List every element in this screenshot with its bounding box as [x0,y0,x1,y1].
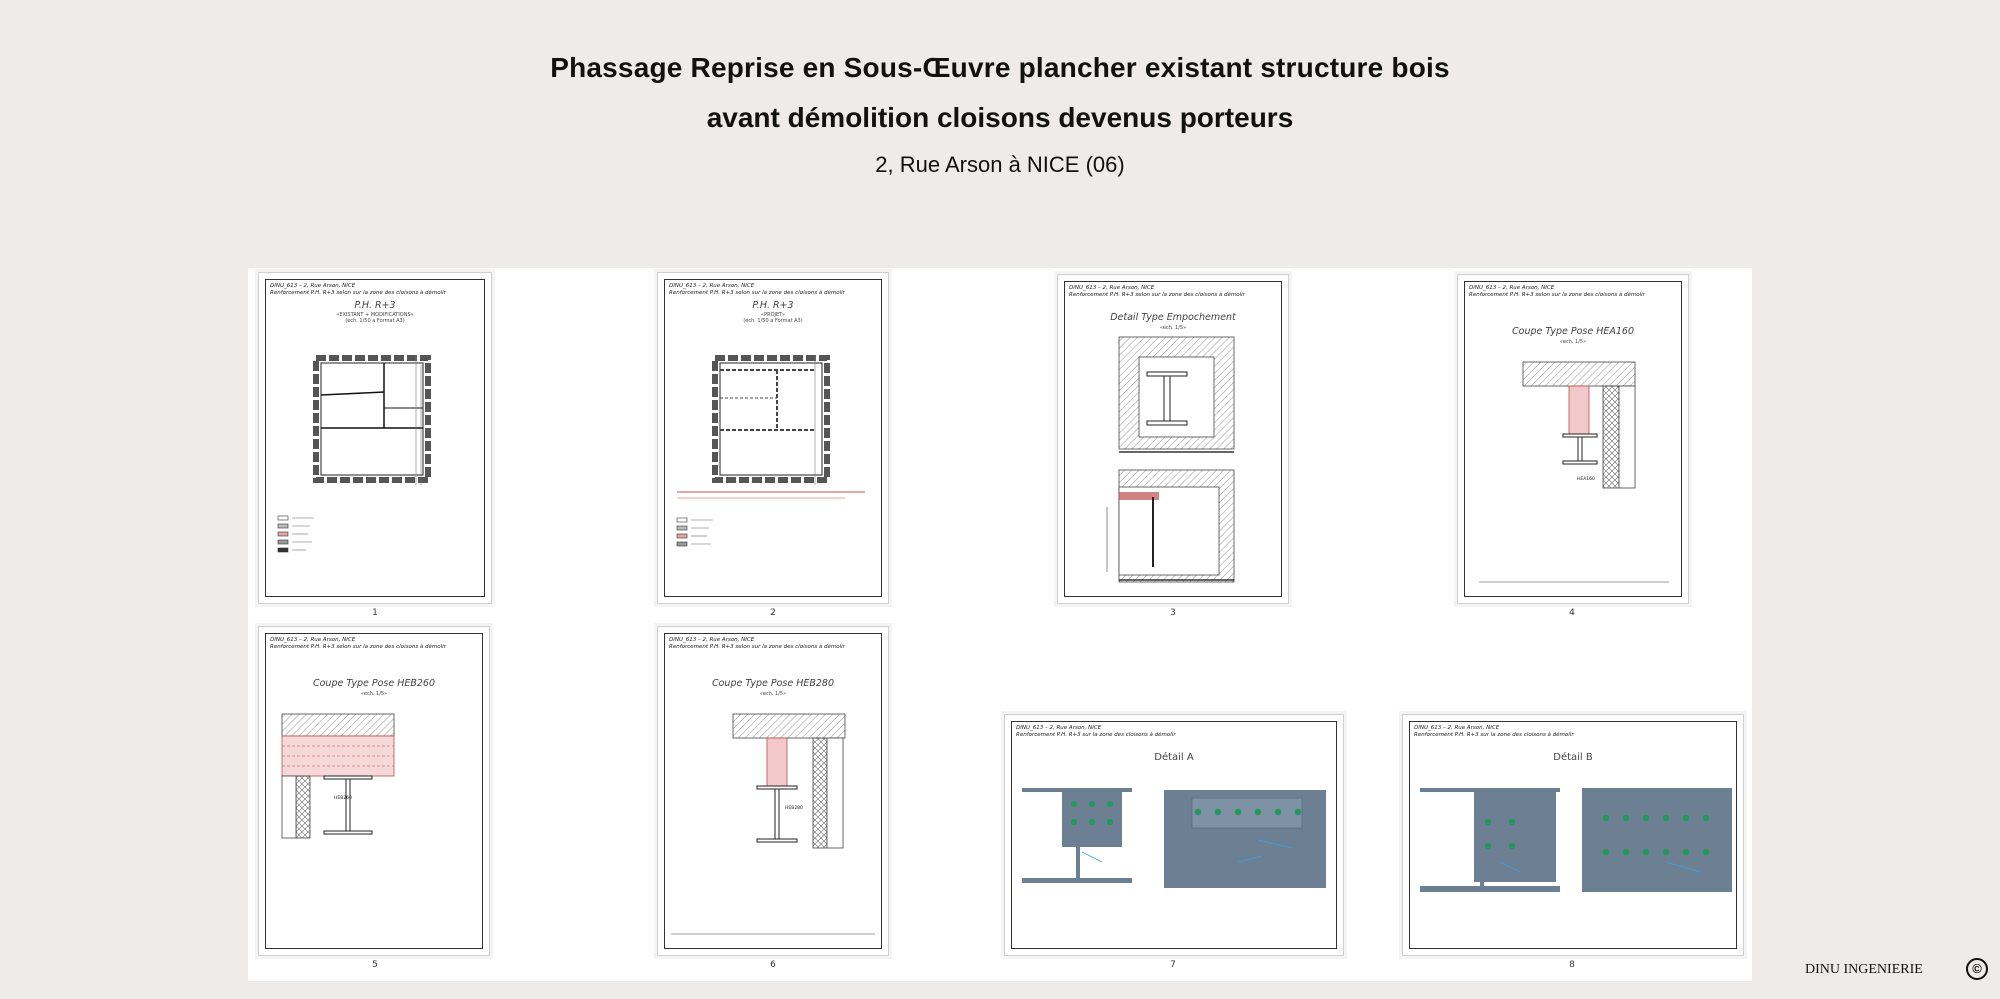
sheet-title: Détail B [1553,752,1593,763]
sheet-title: Détail A [1154,752,1194,763]
beam-label: HEA160 [1577,477,1595,482]
floor-plan-drawing [665,280,883,598]
page-number: 2 [770,608,776,618]
sheet-header: DINU_613 – 2, Rue Arson, NICE Renforcement P.H. R+3 selon sur la zone des cloisons à démolir [669,637,845,650]
beam-label: HEB280 [785,806,803,811]
beam-label: HEB260 [334,796,352,801]
sheet-frame [664,279,882,597]
project-address: 2, Rue Arson à NICE (06) [875,152,1125,177]
sheet-header: DINU_613 – 2, Rue Arson, NICE Renforcement P.H. R+3 selon sur la zone des cloisons à démolir [270,283,446,296]
sheet-thumbnail-2[interactable] [657,272,889,604]
sheet-scale: «ech. 1/5» [1159,325,1187,331]
sheet-title: P.H. R+3 [752,300,794,311]
sheet-frame [1064,281,1282,597]
sheet-thumbnail-8[interactable] [1402,714,1744,956]
page-number: 1 [372,608,378,618]
sheet-header: DINU_613 – 2, Rue Arson, NICE Renforcement P.H. R+3 selon sur la zone des cloisons à démolir [270,637,446,650]
sheet-subtitle: «EXISTANT + MODIFICATIONS» [336,312,414,318]
sheet-frame [265,633,483,949]
sheet-header: DINU_613 – 2, Rue Arson, NICE Renforcement P.H. R+3 selon sur la zone des cloisons à démolir [1069,285,1245,298]
sheet-thumbnail-7[interactable] [1004,714,1344,956]
sheet-title: P.H. R+3 [354,300,396,311]
sheet-frame [1464,281,1682,597]
sheet-scale: «ech. 1/5» [360,691,388,697]
sheet-frame [1011,721,1337,949]
sheet-title: Coupe Type Pose HEB260 [312,678,435,689]
sheet-scale: (ech. 1/50 a Format A3) [345,318,405,324]
sheet-subtitle: «PROJET» [761,312,785,318]
sheet-header: DINU_613 – 2, Rue Arson, NICE Renforcement P.H. R+3 selon sur la zone des cloisons à démolir [1469,285,1645,298]
sheet-thumbnail-3[interactable] [1057,274,1289,604]
hea160-section-drawing [1465,282,1683,598]
brand-name: DINU INGENIERIE [1805,962,1923,977]
page-number: 8 [1569,960,1575,970]
sheet-frame [265,279,485,597]
page-number: 6 [770,960,776,970]
sheet-title: Coupe Type Pose HEA160 [1512,326,1634,337]
page-subtitle: avant démolition cloisons devenus porteurs [706,102,1294,133]
sheet-thumbnail-1[interactable] [258,272,492,604]
pocket-detail-drawing [1065,282,1283,598]
sheet-title: Coupe Type Pose HEB280 [711,678,834,689]
sheet-thumbnail-5[interactable] [258,626,490,956]
sheet-frame [1409,721,1737,949]
sheet-title: Detail Type Empochement [1110,312,1236,323]
sheet-header: DINU_613 – 2, Rue Arson, NICE Renforcement P.H. R+3 sur la zone des cloisons à démolir [1414,725,1574,738]
copyright-icon: © [1966,958,1988,980]
sheet-scale: (ech. 1/50 a Format A3) [743,318,803,324]
sheet-thumbnail-4[interactable] [1457,274,1689,604]
heb280-section-drawing [665,634,883,950]
page-title: Phassage Reprise en Sous-Œuvre plancher existant structure bois [550,52,1450,83]
heb260-section-drawing [266,634,484,950]
sheet-scale: «ech. 1/5» [1559,339,1587,345]
page-number: 5 [372,960,378,970]
page-number: 4 [1569,608,1575,618]
connection-detail-a-drawing [1012,722,1338,950]
sheet-frame [664,633,882,949]
page-number: 3 [1170,608,1176,618]
sheet-thumbnail-6[interactable] [657,626,889,956]
page-number: 7 [1170,960,1176,970]
sheet-scale: «ech. 1/5» [759,691,787,697]
floor-plan-drawing [266,280,486,598]
connection-detail-b-drawing [1410,722,1738,950]
sheet-header: DINU_613 – 2, Rue Arson, NICE Renforcement P.H. R+3 selon sur la zone des cloisons à démolir [669,283,845,296]
sheet-header: DINU_613 – 2, Rue Arson, NICE Renforcement P.H. R+3 sur la zone des cloisons à démolir [1016,725,1176,738]
